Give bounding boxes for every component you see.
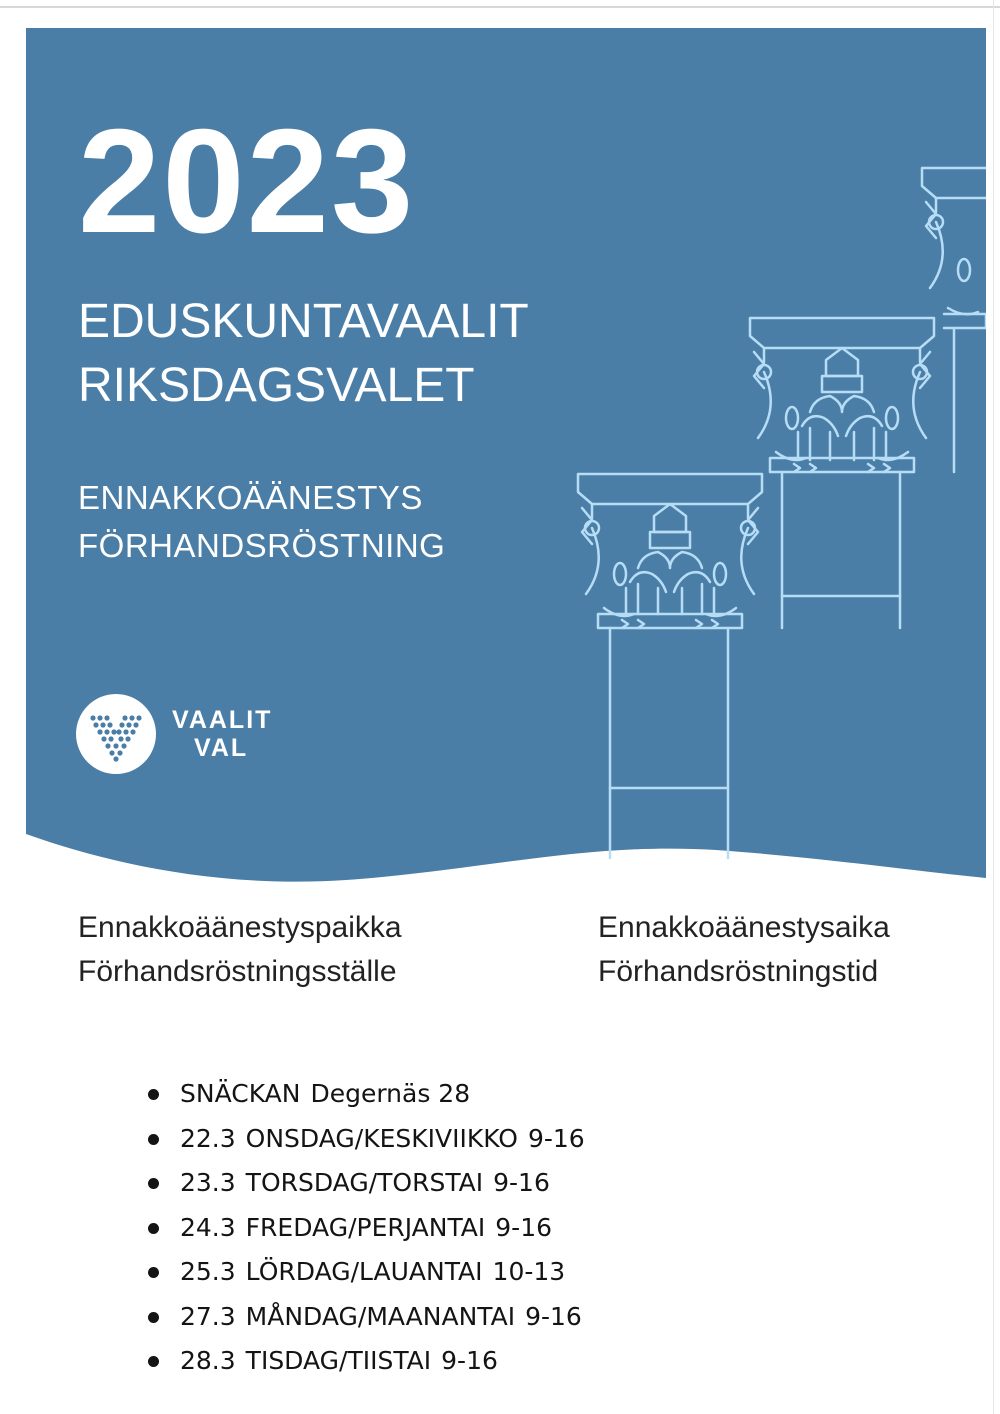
- v-dots-logo-icon: [76, 694, 156, 774]
- location-address: Degernäs 28: [310, 1079, 471, 1108]
- voting-time-swedish: Förhandsröstningstid: [598, 955, 879, 988]
- schedule-date: 22.3: [180, 1123, 236, 1153]
- voting-place-finnish: Ennakkoäänestyspaikka: [78, 911, 402, 944]
- poster-subtitle: [78, 474, 445, 570]
- election-poster: [26, 28, 986, 908]
- schedule-weekday: FREDAG/PERJANTAI: [245, 1212, 486, 1242]
- schedule-day: [148, 1117, 585, 1162]
- title-finnish: EDUSKUNTAVAALIT: [78, 295, 529, 348]
- schedule-day: [148, 1295, 585, 1340]
- schedule-day: [148, 1250, 585, 1295]
- schedule-date: 27.3: [180, 1301, 236, 1331]
- scan-right-edge: [993, 0, 994, 1414]
- logo-circle: [76, 694, 156, 774]
- schedule-date: 23.3: [180, 1168, 236, 1197]
- schedule-hours: 9-16: [527, 1123, 585, 1153]
- title-swedish: RIKSDAGSVALET: [78, 359, 475, 412]
- voting-time-heading: [598, 906, 890, 994]
- scan-edge-line: [0, 6, 1000, 8]
- voting-place-swedish: Förhandsröstningsställe: [78, 955, 397, 988]
- logo-text-swedish: VAL: [194, 734, 249, 762]
- schedule-weekday: TISDAG/TIISTAI: [245, 1346, 432, 1375]
- voting-time-finnish: Ennakkoäänestysaika: [598, 911, 890, 944]
- schedule-date: 24.3: [180, 1212, 236, 1242]
- schedule-hours: 9-16: [495, 1212, 553, 1242]
- location-name: SNÄCKAN: [180, 1079, 301, 1108]
- poster-title: [78, 290, 529, 418]
- schedule-day: [148, 1161, 585, 1206]
- schedule-hours: 9-16: [525, 1301, 582, 1331]
- poster-year: 2023: [78, 99, 416, 264]
- subtitle-finnish: ENNAKKOÄÄNESTYS: [78, 479, 423, 516]
- schedule-hours: 9-16: [493, 1168, 550, 1197]
- schedule-date: 28.3: [180, 1346, 236, 1375]
- logo-text-finnish: VAALIT: [172, 706, 273, 734]
- vaalit-logo: [76, 694, 316, 774]
- schedule-location: [148, 1072, 585, 1117]
- schedule-weekday: TORSDAG/TORSTAI: [245, 1168, 484, 1197]
- voting-place-heading: [78, 906, 402, 994]
- subtitle-swedish: FÖRHANDSRÖSTNING: [78, 527, 446, 564]
- schedule-date: 25.3: [180, 1257, 236, 1286]
- schedule-day: [148, 1206, 585, 1251]
- voting-schedule-list: [148, 1072, 585, 1384]
- schedule-weekday: ONSDAG/KESKIVIIKKO: [245, 1123, 518, 1153]
- schedule-weekday: LÖRDAG/LAUANTAI: [245, 1257, 483, 1286]
- schedule-hours: 9-16: [441, 1346, 498, 1375]
- schedule-day: [148, 1339, 585, 1384]
- schedule-hours: 10-13: [492, 1257, 566, 1286]
- schedule-weekday: MÅNDAG/MAANANTAI: [245, 1301, 516, 1331]
- logo-text: [172, 706, 272, 762]
